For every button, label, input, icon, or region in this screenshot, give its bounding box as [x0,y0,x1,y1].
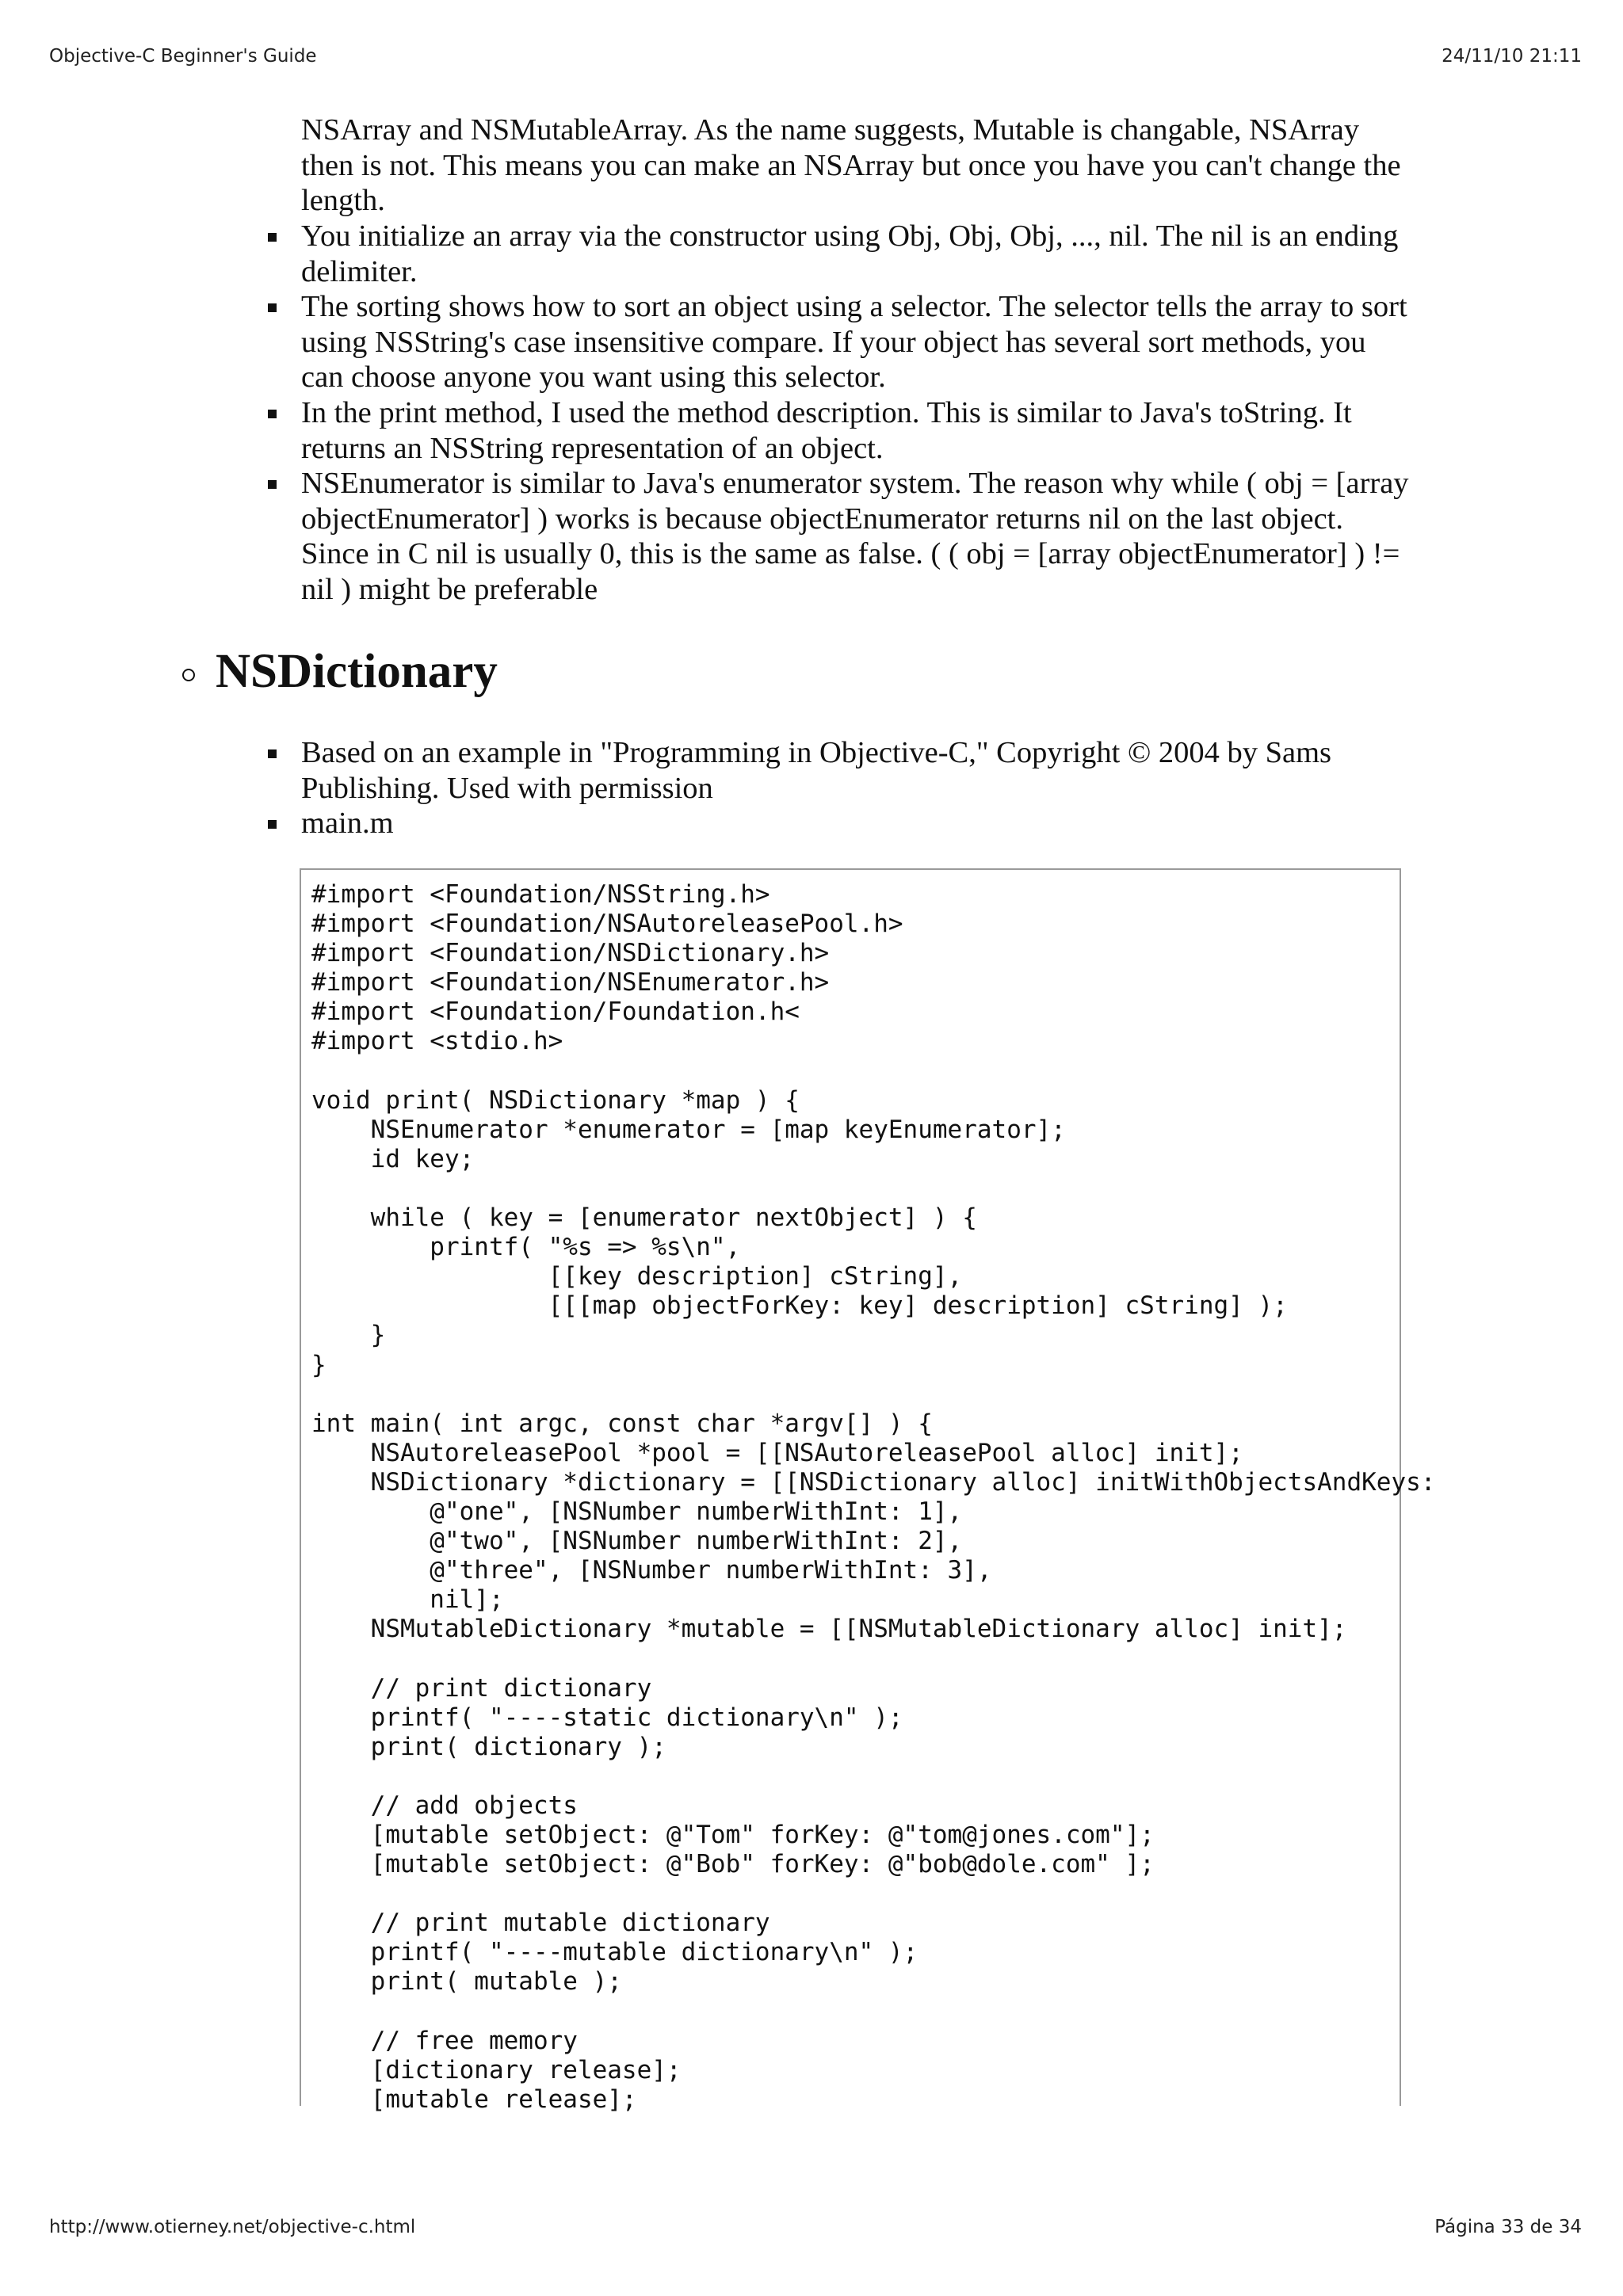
section-heading: NSDictionary [216,645,498,698]
square-bullet-icon [268,410,277,418]
list-item [301,219,1411,289]
square-bullet-icon [268,303,277,312]
page-footer-page-number: Página 33 de 34 [1434,2217,1582,2237]
intro-paragraph: NSArray and NSMutableArray. As the name suggests, Mutable is changable, NSArray then is not. This means you can make an NSArray but once you have you can't change the length. [301,113,1401,218]
section-bullet-list [301,735,1411,841]
page-header-datetime: 24/11/10 21:11 [1442,46,1582,67]
bullet-list [301,219,1411,608]
list-item-text: You initialize an array via the constructor using Obj, Obj, Obj, ..., nil. The nil is an ending delimiter. [301,219,1399,288]
code-block[interactable]: #import <Foundation/NSString.h> #import <Foundation/NSAutoreleasePool.h> #import <Foundation/NSDictionary.h> #import <Foundation/NSEnumerator.h> #import <Foundation/Foundation.h< #import <stdio.h> void print( NSDictionary *map ) { NSEnumerator *enumerator = [map keyEnumerator]; id key; while ( key = [enumerator nextObject] ) { printf( "%s => %s\n", [[key description] cString], [[[map objectForKey: key] description] cString] ); } } int main( int argc, const char *argv[] ) { NSAutoreleasePool *pool = [[NSAutoreleasePool alloc] init]; NSDictionary *dictionary = [[NSDictionary alloc] initWithObjectsAndKeys: @"one", [NSNumber numberWithInt: 1], @"two", [NSNumber numberWithInt: 2], @"three", [NSNumber numberWithInt: 3], nil]; NSMutableDictionary *mutable = [[NSMutableDictionary alloc] init]; // print dictionary printf( "----static dictionary\n" ); print( dictionary ); // add objects [mutable setObject: @"Tom" forKey: @"tom@jones.com"]; [mutable setObject: @"Bob" forKey: @"bob@dole.com" ]; // print mutable dictionary printf( "----mutable dictionary\n" ); print( mutable ); // free memory [dictionary release]; [mutable release]; [311,880,1436,2114]
list-item-text: The sorting shows how to sort an object using a selector. The selector tells the array to sort using NSString's case insensitive compare. If your object has several sort methods, you can choose anyone you want using this selector. [301,290,1407,395]
list-item-text: NSEnumerator is similar to Java's enumerator system. The reason why while ( obj = [array objectEnumerator] ) works is because objectEnumerator returns nil on the last object. Since in C nil is usually 0, this is the same as false. ( ( obj = [array objectEnumerator] ) != nil ) might be preferable [301,467,1409,606]
square-bullet-icon [268,749,277,758]
list-item-text: Based on an example in "Programming in Objective-C," Copyright © 2004 by Sams Publishing. Used with permission [301,736,1331,805]
list-item [301,806,1411,841]
square-bullet-icon [268,233,277,242]
page-footer-url: http://www.otierney.net/objective-c.html [49,2217,416,2237]
square-bullet-icon [268,480,277,489]
section-heading-row [182,644,498,700]
list-item-text: In the print method, I used the method description. This is similar to Java's toString. It returns an NSString representation of an object. [301,395,1352,465]
list-item [301,735,1411,806]
circle-bullet-icon [182,669,195,681]
list-item [301,289,1411,395]
square-bullet-icon [268,820,277,829]
list-item [301,395,1411,466]
list-item-text: main.m [301,807,394,841]
page-header-title: Objective-C Beginner's Guide [49,46,317,67]
list-item [301,466,1411,607]
